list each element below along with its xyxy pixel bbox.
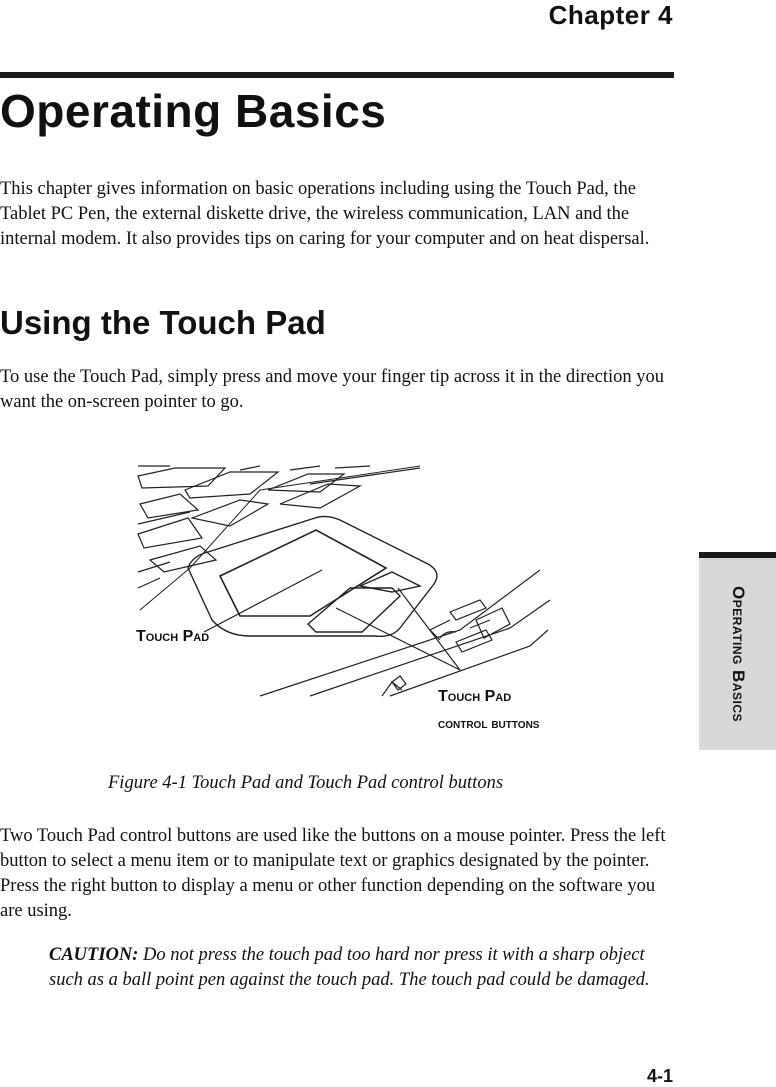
- right-control-button: [360, 572, 420, 592]
- caution-label: CAUTION:: [49, 945, 139, 965]
- caution-note: [49, 943, 659, 993]
- side-tab: [699, 552, 776, 750]
- chapter-label: Chapter 4: [548, 0, 673, 30]
- page-title: Operating Basics: [0, 85, 387, 137]
- control-buttons-label: [438, 684, 539, 736]
- section-heading: Using the Touch Pad: [0, 304, 326, 341]
- figure-caption: Figure 4-1 Touch Pad and Touch Pad control buttons: [108, 773, 504, 793]
- control-buttons-paragraph: Two Touch Pad control buttons are used like the buttons on a mouse pointer. Press the left button to select a menu item or to manipulate text or graphics designated by the pointer. Press the right button to display a menu or other function depending on the software you are using.: [0, 826, 666, 921]
- intro-paragraph: This chapter gives information on basic operations including using the Touch Pad, the Tablet PC Pen, the external diskette drive, the wireless communication, LAN and the internal modem. It also provides tips on caring for your computer and on heat dispersal.: [0, 179, 650, 249]
- left-button-leader-line: [336, 608, 460, 670]
- left-control-button: [308, 588, 400, 632]
- touch-pad-label: [136, 628, 209, 646]
- page-number: 4-1: [646, 1066, 673, 1086]
- chapter-rule: [0, 72, 674, 78]
- right-button-leader-line: [398, 588, 460, 670]
- side-tab-label: Operating Basics: [728, 585, 748, 723]
- caution-text: Do not press the touch pad too hard nor press it with a sharp object such as a ball point pen against the touch pad. The touch pad could be damaged.: [49, 945, 650, 990]
- touch-pad-figure: [130, 460, 600, 740]
- touch-pad-surface: [220, 530, 386, 616]
- control-buttons-label-line2: control buttons: [438, 715, 540, 731]
- keyboard-keys: [138, 466, 420, 588]
- touch-pad-usage-paragraph: To use the Touch Pad, simply press and move your finger tip across it in the direction you want the on-screen pointer to go.: [0, 367, 664, 412]
- control-buttons-label-line1: Touch Pad: [438, 688, 512, 705]
- touch-pad-label-text: Touch Pad: [136, 628, 210, 645]
